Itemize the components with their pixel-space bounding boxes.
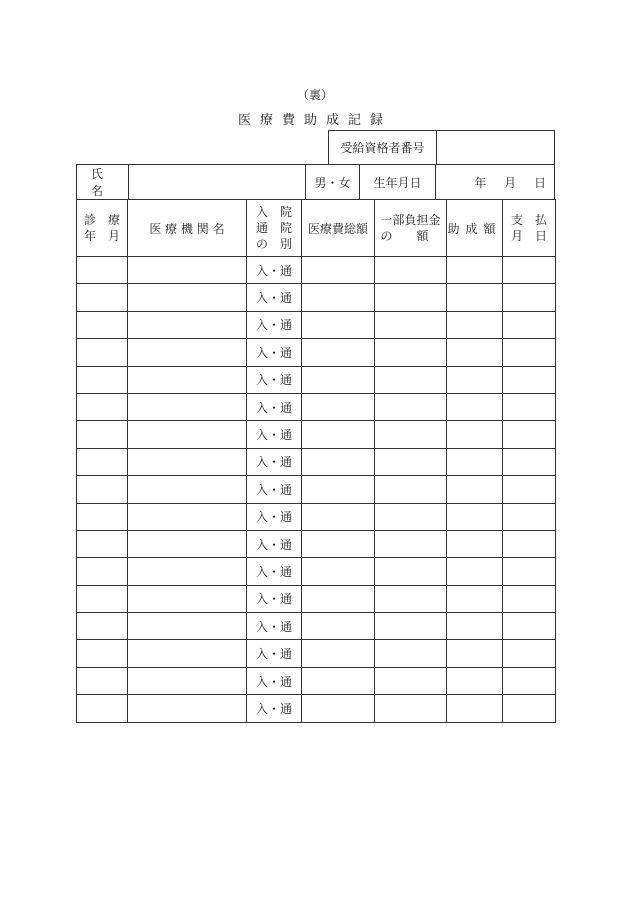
grant-amount-cell[interactable] xyxy=(447,530,503,557)
table-row xyxy=(77,257,556,284)
copay-cell[interactable] xyxy=(375,339,447,366)
grant-amount-cell[interactable] xyxy=(447,421,503,448)
grant-amount-cell[interactable] xyxy=(447,613,503,640)
total-cost-cell[interactable] xyxy=(302,257,375,284)
payment-date-cell[interactable] xyxy=(503,503,556,530)
payment-date-cell[interactable] xyxy=(503,311,556,338)
patient-info-row xyxy=(76,164,555,200)
table-row xyxy=(77,284,556,311)
medical-record-table xyxy=(76,199,556,723)
total-cost-cell[interactable] xyxy=(302,421,375,448)
copay-cell[interactable] xyxy=(375,667,447,694)
table-row xyxy=(77,339,556,366)
payment-date-cell[interactable] xyxy=(503,339,556,366)
treatment-month-cell[interactable] xyxy=(77,585,128,612)
treatment-month-cell[interactable] xyxy=(77,667,128,694)
visit-type-cell[interactable]: 入・通 xyxy=(247,530,302,557)
copay-cell[interactable] xyxy=(375,530,447,557)
copay-cell[interactable] xyxy=(375,311,447,338)
treatment-month-cell[interactable] xyxy=(77,284,128,311)
payment-date-cell[interactable] xyxy=(503,393,556,420)
total-cost-cell[interactable] xyxy=(302,448,375,475)
copay-cell[interactable] xyxy=(375,695,447,722)
copay-cell[interactable] xyxy=(375,476,447,503)
visit-type-cell[interactable]: 入・通 xyxy=(247,558,302,585)
header-grant-amount: 助成額 xyxy=(447,200,503,257)
header-copay: 一部負担金 の 額 xyxy=(375,200,447,257)
copay-cell[interactable] xyxy=(375,366,447,393)
treatment-month-cell[interactable] xyxy=(77,530,128,557)
treatment-month-cell[interactable] xyxy=(77,695,128,722)
grant-amount-cell[interactable] xyxy=(447,476,503,503)
treatment-month-cell[interactable] xyxy=(77,339,128,366)
table-row xyxy=(77,640,556,667)
payment-date-cell[interactable] xyxy=(503,284,556,311)
institution-cell[interactable] xyxy=(128,476,247,503)
table-row xyxy=(77,503,556,530)
grant-amount-cell[interactable] xyxy=(447,393,503,420)
visit-type-cell[interactable]: 入・通 xyxy=(247,695,302,722)
visit-type-cell[interactable]: 入・通 xyxy=(247,640,302,667)
grant-amount-cell[interactable] xyxy=(447,339,503,366)
institution-cell[interactable] xyxy=(128,695,247,722)
institution-cell[interactable] xyxy=(128,311,247,338)
total-cost-cell[interactable] xyxy=(302,558,375,585)
institution-cell[interactable] xyxy=(128,393,247,420)
institution-cell[interactable] xyxy=(128,339,247,366)
payment-date-cell[interactable] xyxy=(503,257,556,284)
visit-type-cell[interactable]: 入・通 xyxy=(247,311,302,338)
grant-amount-cell[interactable] xyxy=(447,558,503,585)
table-row xyxy=(77,448,556,475)
table-row xyxy=(77,613,556,640)
treatment-month-cell[interactable] xyxy=(77,366,128,393)
visit-type-cell[interactable]: 入・通 xyxy=(247,421,302,448)
birth-date-label: 生年月日 xyxy=(360,165,436,199)
payment-date-cell[interactable] xyxy=(503,530,556,557)
grant-amount-cell[interactable] xyxy=(447,311,503,338)
page-subtitle: （裏） xyxy=(296,88,333,102)
institution-cell[interactable] xyxy=(128,366,247,393)
total-cost-cell[interactable] xyxy=(302,366,375,393)
table-row xyxy=(77,366,556,393)
page-title: 医療費助成記録 xyxy=(237,113,392,128)
header-total-cost: 医療費総額 xyxy=(302,200,375,257)
header-treatment-month: 診 療 年 月 xyxy=(77,200,128,257)
grant-amount-cell[interactable] xyxy=(447,366,503,393)
birth-date-field[interactable]: 年 月 日 xyxy=(474,175,546,190)
visit-type-cell[interactable]: 入・通 xyxy=(247,667,302,694)
institution-cell[interactable] xyxy=(128,613,247,640)
total-cost-cell[interactable] xyxy=(302,393,375,420)
total-cost-cell[interactable] xyxy=(302,503,375,530)
institution-cell[interactable] xyxy=(128,530,247,557)
grant-amount-cell[interactable] xyxy=(447,448,503,475)
copay-cell[interactable] xyxy=(375,585,447,612)
total-cost-cell[interactable] xyxy=(302,530,375,557)
institution-cell[interactable] xyxy=(128,421,247,448)
license-number-field[interactable] xyxy=(437,131,554,164)
treatment-month-cell[interactable] xyxy=(77,448,128,475)
visit-type-cell[interactable]: 入・通 xyxy=(247,366,302,393)
copay-cell[interactable] xyxy=(375,640,447,667)
institution-cell[interactable] xyxy=(128,667,247,694)
payment-date-cell[interactable] xyxy=(503,585,556,612)
copay-cell[interactable] xyxy=(375,613,447,640)
total-cost-cell[interactable] xyxy=(302,311,375,338)
grant-amount-cell[interactable] xyxy=(447,667,503,694)
table-row xyxy=(77,393,556,420)
table-header-row xyxy=(77,200,556,257)
grant-amount-cell[interactable] xyxy=(447,503,503,530)
total-cost-cell[interactable] xyxy=(302,695,375,722)
treatment-month-cell[interactable] xyxy=(77,311,128,338)
total-cost-cell[interactable] xyxy=(302,585,375,612)
payment-date-cell[interactable] xyxy=(503,667,556,694)
copay-cell[interactable] xyxy=(375,448,447,475)
payment-date-cell[interactable] xyxy=(503,448,556,475)
treatment-month-cell[interactable] xyxy=(77,393,128,420)
table-row xyxy=(77,695,556,722)
grant-amount-cell[interactable] xyxy=(447,284,503,311)
total-cost-cell[interactable] xyxy=(302,613,375,640)
payment-date-cell[interactable] xyxy=(503,476,556,503)
copay-cell[interactable] xyxy=(375,393,447,420)
payment-date-cell[interactable] xyxy=(503,558,556,585)
table-row xyxy=(77,530,556,557)
visit-type-cell[interactable]: 入・通 xyxy=(247,448,302,475)
table-row xyxy=(77,421,556,448)
payment-date-cell[interactable] xyxy=(503,640,556,667)
header-institution: 医 療 機 関 名 xyxy=(128,200,247,257)
license-number-label: 受給資格者番号 xyxy=(329,131,437,164)
name-label: 氏 名 xyxy=(77,165,129,199)
grant-amount-cell[interactable] xyxy=(447,695,503,722)
table-row xyxy=(77,558,556,585)
license-number-box xyxy=(328,130,555,164)
visit-type-cell[interactable]: 入・通 xyxy=(247,613,302,640)
visit-type-cell[interactable]: 入・通 xyxy=(247,393,302,420)
visit-type-cell[interactable]: 入・通 xyxy=(247,476,302,503)
payment-date-cell[interactable] xyxy=(503,366,556,393)
total-cost-cell[interactable] xyxy=(302,339,375,366)
institution-cell[interactable] xyxy=(128,585,247,612)
payment-date-cell[interactable] xyxy=(503,613,556,640)
grant-amount-cell[interactable] xyxy=(447,640,503,667)
copay-cell[interactable] xyxy=(375,284,447,311)
header-visit-type: 入 院 通 院 の 別 xyxy=(247,200,302,257)
copay-cell[interactable] xyxy=(375,257,447,284)
visit-type-cell[interactable]: 入・通 xyxy=(247,284,302,311)
total-cost-cell[interactable] xyxy=(302,667,375,694)
visit-type-cell[interactable]: 入・通 xyxy=(247,585,302,612)
treatment-month-cell[interactable] xyxy=(77,613,128,640)
payment-date-cell[interactable] xyxy=(503,421,556,448)
visit-type-cell[interactable]: 入・通 xyxy=(247,339,302,366)
table-row xyxy=(77,311,556,338)
sex-selector[interactable]: 男・女 xyxy=(306,165,360,199)
visit-type-cell[interactable]: 入・通 xyxy=(247,257,302,284)
treatment-month-cell[interactable] xyxy=(77,257,128,284)
copay-cell[interactable] xyxy=(375,421,447,448)
institution-cell[interactable] xyxy=(128,284,247,311)
visit-type-cell[interactable]: 入・通 xyxy=(247,503,302,530)
total-cost-cell[interactable] xyxy=(302,640,375,667)
table-row xyxy=(77,585,556,612)
grant-amount-cell[interactable] xyxy=(447,585,503,612)
institution-cell[interactable] xyxy=(128,558,247,585)
copay-cell[interactable] xyxy=(375,503,447,530)
treatment-month-cell[interactable] xyxy=(77,640,128,667)
grant-amount-cell[interactable] xyxy=(447,257,503,284)
institution-cell[interactable] xyxy=(128,640,247,667)
institution-cell[interactable] xyxy=(128,503,247,530)
copay-cell[interactable] xyxy=(375,558,447,585)
total-cost-cell[interactable] xyxy=(302,284,375,311)
header-payment-date: 支 払 月 日 xyxy=(503,200,556,257)
table-row xyxy=(77,476,556,503)
institution-cell[interactable] xyxy=(128,257,247,284)
payment-date-cell[interactable] xyxy=(503,695,556,722)
total-cost-cell[interactable] xyxy=(302,476,375,503)
treatment-month-cell[interactable] xyxy=(77,476,128,503)
institution-cell[interactable] xyxy=(128,448,247,475)
treatment-month-cell[interactable] xyxy=(77,558,128,585)
treatment-month-cell[interactable] xyxy=(77,503,128,530)
table-row xyxy=(77,667,556,694)
name-field[interactable] xyxy=(129,165,306,199)
treatment-month-cell[interactable] xyxy=(77,421,128,448)
